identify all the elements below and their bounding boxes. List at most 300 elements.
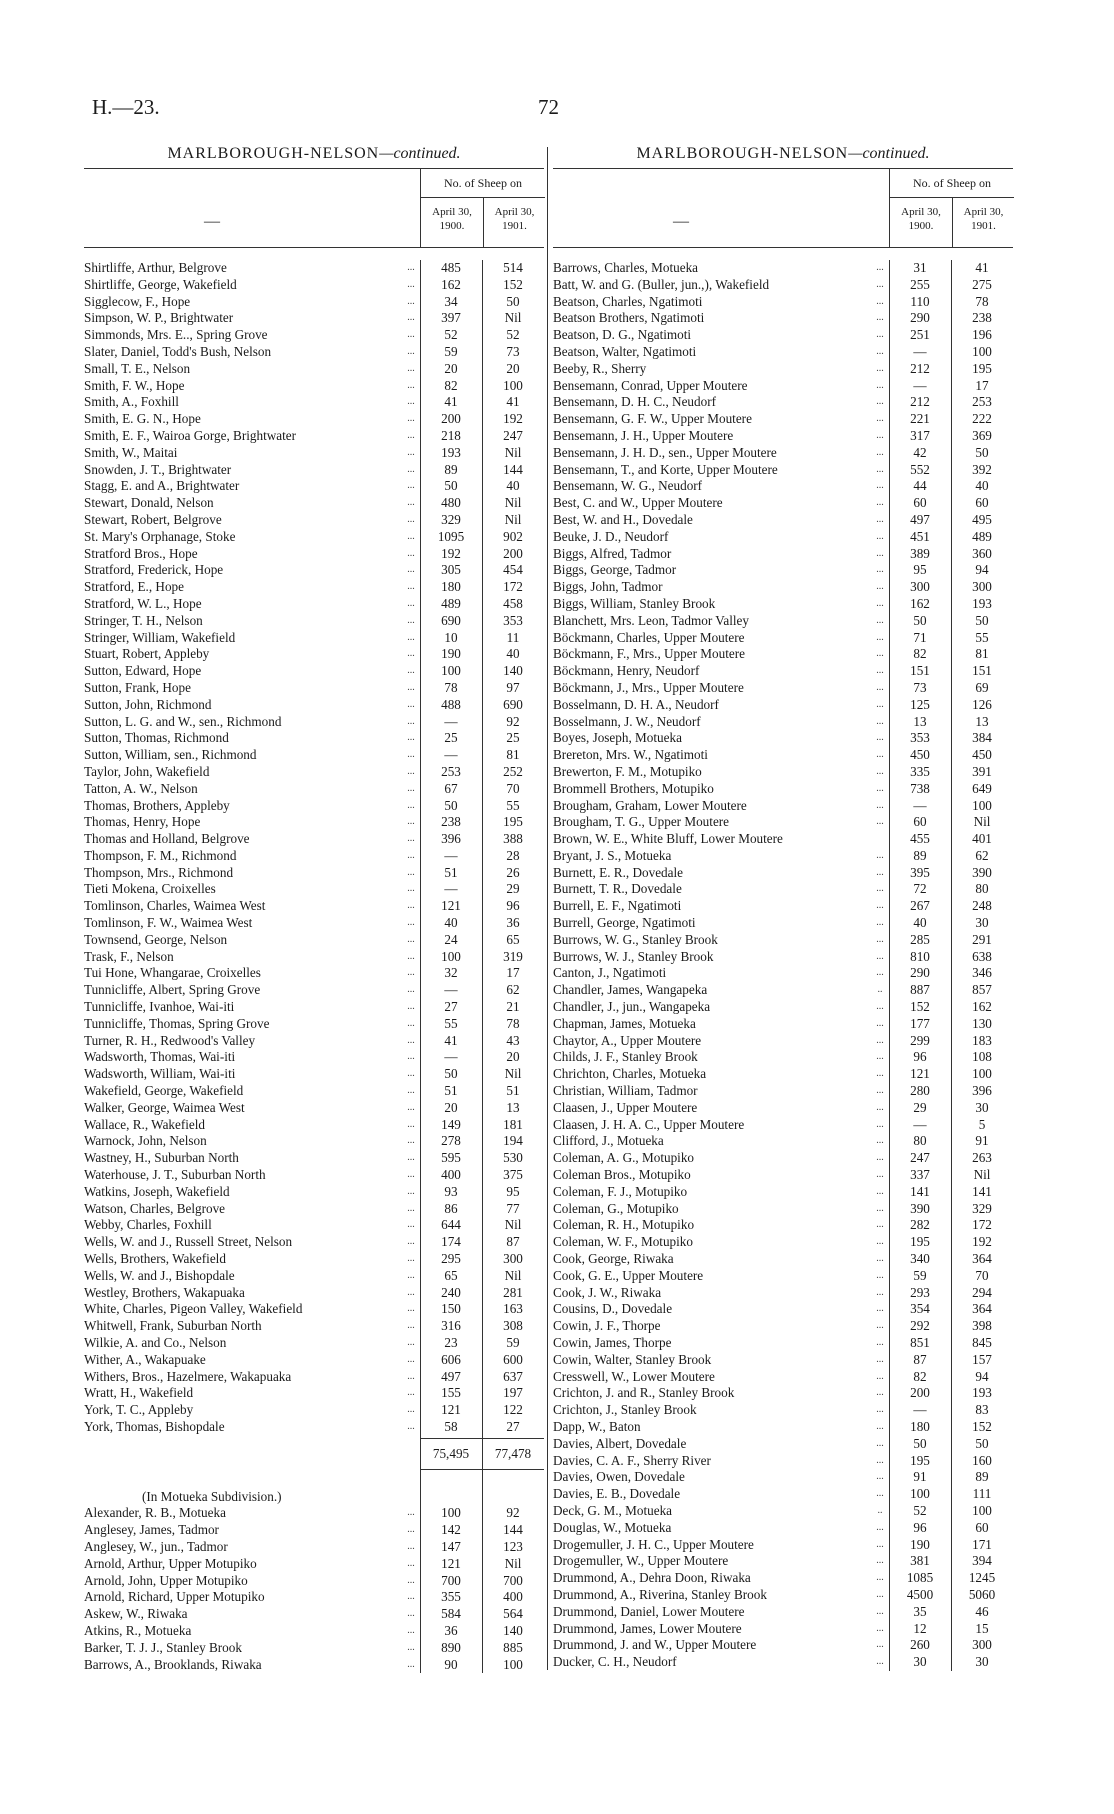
sheep-count-1900: 397 <box>441 310 461 326</box>
sheep-count-1901: 253 <box>972 394 992 410</box>
sheep-count-1901: 649 <box>972 780 992 796</box>
left-column <box>84 140 544 1673</box>
sheep-count-1900: 395 <box>910 864 930 880</box>
table-row <box>553 310 1013 327</box>
sheep-count-1901: 193 <box>972 595 992 611</box>
right-col-1900-header: April 30, 1900. <box>901 206 941 232</box>
table-row <box>553 294 1013 311</box>
leader-dots: ... <box>407 1202 415 1214</box>
sheep-count-1901: 364 <box>972 1251 992 1267</box>
owner-name: Chaytor, A., Upper Moutere <box>553 1032 702 1048</box>
table-row <box>553 512 1013 529</box>
sheep-count-1901: 50 <box>975 1435 989 1451</box>
owner-name: Anglesey, W., jun., Tadmor <box>84 1538 228 1554</box>
sheep-count-1900: 285 <box>910 931 930 947</box>
table-row <box>553 1251 1013 1268</box>
sheep-count-1900: — <box>444 1049 458 1065</box>
owner-name: Turner, R. H., Redwood's Valley <box>84 1032 256 1048</box>
owner-name: Bensemann, D. H. C., Neudorf <box>553 394 716 410</box>
table-row <box>553 596 1013 613</box>
leader-dots: ... <box>876 379 884 391</box>
sheep-count-1901: 172 <box>503 579 523 595</box>
table-row <box>84 1335 544 1352</box>
sheep-count-1901: 83 <box>975 1402 989 1418</box>
sheep-count-1900: 30 <box>913 1654 927 1670</box>
sheep-count-1901: 195 <box>972 360 992 376</box>
table-row <box>553 579 1013 596</box>
table-row <box>84 462 544 479</box>
table-row <box>84 1419 544 1436</box>
leader-dots: ... <box>876 849 884 861</box>
owner-name: Drummond, Daniel, Lower Moutere <box>553 1603 745 1619</box>
owner-name: Christian, William, Tadmor <box>553 1083 698 1099</box>
owner-name: Bensemann, J. H., Upper Moutere <box>553 427 734 443</box>
table-row <box>553 1654 1013 1671</box>
table-row <box>553 1268 1013 1285</box>
sheep-count-1901: 100 <box>972 797 992 813</box>
sheep-count-1901: 530 <box>503 1150 523 1166</box>
table-row <box>84 915 544 932</box>
sheep-count-1900: 50 <box>913 612 927 628</box>
sheep-count-1900: 50 <box>444 797 458 813</box>
sheep-count-1900: 290 <box>910 965 930 981</box>
table-row <box>553 881 1013 898</box>
table-row <box>553 1201 1013 1218</box>
owner-name: Bosselmann, J. W., Neudorf <box>553 713 701 729</box>
owner-name: Thomas and Holland, Belgrove <box>84 831 250 847</box>
table-row <box>84 1184 544 1201</box>
sheep-count-1900: 67 <box>444 780 458 796</box>
sheep-count-1901: Nil <box>504 1066 522 1082</box>
table-row <box>84 663 544 680</box>
total-1901: 77,478 <box>482 1438 544 1470</box>
leader-dots: ... <box>876 1521 884 1533</box>
sheep-count-1901: 275 <box>972 276 992 292</box>
sheep-count-1901: 263 <box>972 1150 992 1166</box>
owner-name: Bensemann, Conrad, Upper Moutere <box>553 377 748 393</box>
sheep-count-1900: 142 <box>441 1522 461 1538</box>
leader-dots: ... <box>876 1656 884 1668</box>
sheep-count-1900: 27 <box>444 999 458 1015</box>
leader-dots: .. <box>877 1504 883 1516</box>
table-row <box>553 1553 1013 1570</box>
leader-dots: ... <box>876 1152 884 1164</box>
table-row <box>553 428 1013 445</box>
sheep-count-1901: 300 <box>972 579 992 595</box>
table-row <box>84 327 544 344</box>
sheep-count-1900: 96 <box>913 1519 927 1535</box>
sheep-count-1901: 140 <box>503 663 523 679</box>
leader-dots: ... <box>407 345 415 357</box>
leader-dots: .. <box>877 984 883 996</box>
owner-name: Burrell, E. F., Ngatimoti <box>553 898 682 914</box>
table-row <box>553 1318 1013 1335</box>
sheep-count-1900: 221 <box>910 411 930 427</box>
owner-name: Coleman, W. F., Motupiko <box>553 1234 693 1250</box>
leader-dots: ... <box>876 362 884 374</box>
sheep-count-1900: 212 <box>910 360 930 376</box>
leader-dots: ... <box>407 849 415 861</box>
owner-name: Brereton, Mrs. W., Ngatimoti <box>553 747 708 763</box>
sheep-count-1901: 281 <box>503 1284 523 1300</box>
table-row <box>553 1453 1013 1470</box>
table-row <box>553 730 1013 747</box>
sheep-count-1901: 81 <box>506 747 520 763</box>
owner-name: Simmonds, Mrs. E.., Spring Grove <box>84 327 268 343</box>
table-row <box>84 714 544 731</box>
table-row <box>84 965 544 982</box>
sheep-count-1900: 260 <box>910 1637 930 1653</box>
leader-dots: ... <box>407 396 415 408</box>
sheep-count-1900: — <box>444 713 458 729</box>
table-row <box>553 495 1013 512</box>
sheep-count-1901: 172 <box>972 1217 992 1233</box>
table-row <box>84 596 544 613</box>
leader-dots: ... <box>407 581 415 593</box>
sheep-count-1900: 12 <box>913 1620 927 1636</box>
sheep-count-1901: 77 <box>506 1200 520 1216</box>
leader-dots: ... <box>876 1555 884 1567</box>
leader-dots: ... <box>876 312 884 324</box>
subdivision-label: (In Motueka Subdivision.) <box>142 1488 282 1504</box>
owner-name: Ducker, C. H., Neudorf <box>553 1654 677 1670</box>
sheep-count-1900: 355 <box>441 1589 461 1605</box>
sheep-count-1901: 192 <box>972 1234 992 1250</box>
sheep-count-1901: 151 <box>972 663 992 679</box>
sheep-count-1900: 72 <box>913 881 927 897</box>
table-row <box>553 562 1013 579</box>
sheep-count-1900: 396 <box>441 831 461 847</box>
leader-dots: ... <box>407 446 415 458</box>
table-row <box>553 1133 1013 1150</box>
leader-dots: ... <box>407 1370 415 1382</box>
leader-dots: ... <box>876 698 884 710</box>
leader-dots: ... <box>876 463 884 475</box>
owner-name: Stratford, W. L., Hope <box>84 595 202 611</box>
leader-dots: ... <box>407 480 415 492</box>
leader-dots: ... <box>407 1101 415 1113</box>
sheep-count-1901: Nil <box>973 1167 991 1183</box>
table-row <box>553 831 1013 848</box>
table-row <box>553 949 1013 966</box>
sheep-count-1900: 121 <box>441 1555 461 1571</box>
leader-dots: ... <box>876 1337 884 1348</box>
sheep-count-1900: 58 <box>444 1418 458 1434</box>
owner-name: Crichton, J., Stanley Brook <box>553 1402 697 1418</box>
sheep-count-1900: — <box>913 797 927 813</box>
table-row <box>84 445 544 462</box>
owner-name: Arnold, Richard, Upper Motupiko <box>84 1589 265 1605</box>
owner-name: Drummond, James, Lower Moutere <box>553 1620 742 1636</box>
leader-dots: ... <box>876 1135 884 1147</box>
sheep-count-1901: 400 <box>503 1589 523 1605</box>
table-row <box>553 798 1013 815</box>
sheep-count-1900: 121 <box>910 1066 930 1082</box>
table-row <box>84 730 544 747</box>
sheep-count-1900: 59 <box>444 343 458 359</box>
owner-name: Dapp, W., Baton <box>553 1418 641 1434</box>
owner-name: Simpson, W. P., Brightwater <box>84 310 234 326</box>
owner-name: Smith, E. F., Wairoa Gorge, Brightwater <box>84 427 297 443</box>
leader-dots: ... <box>876 933 884 945</box>
leader-dots: ... <box>407 463 415 475</box>
sheep-count-1901: 450 <box>972 747 992 763</box>
sheep-count-1900: 24 <box>444 931 458 947</box>
table-row <box>84 697 544 714</box>
leader-dots: ... <box>407 1540 415 1552</box>
sheep-count-1900: 255 <box>910 276 930 292</box>
left-column-header <box>84 168 544 248</box>
leader-dots: ... <box>407 950 415 962</box>
table-row <box>553 277 1013 294</box>
leader-dots: ... <box>407 1591 415 1603</box>
sheep-count-1901: 162 <box>972 999 992 1015</box>
table-row <box>553 546 1013 563</box>
leader-dots: ... <box>876 681 884 693</box>
sheep-count-1900: 78 <box>444 679 458 695</box>
sheep-count-1901: 252 <box>503 763 523 779</box>
owner-name: Watkins, Joseph, Wakefield <box>84 1183 230 1199</box>
leader-dots: ... <box>407 1420 415 1432</box>
owner-name: Stratford, E., Hope <box>84 579 184 595</box>
sheep-count-1900: 141 <box>910 1183 930 1199</box>
sheep-count-1901: 40 <box>506 478 520 494</box>
table-row <box>84 310 544 327</box>
leader-dots: ... <box>407 984 415 996</box>
table-row <box>553 1301 1013 1318</box>
leader-dots: ... <box>876 1605 884 1617</box>
sheep-count-1901: 126 <box>972 696 992 712</box>
sheep-count-1900: — <box>444 847 458 863</box>
sheep-count-1900: 451 <box>910 528 930 544</box>
table-row <box>84 529 544 546</box>
owner-name: Wells, W. and J., Russell Street, Nelson <box>84 1234 293 1250</box>
table-row <box>84 646 544 663</box>
table-row <box>553 613 1013 630</box>
sheep-count-1900: 51 <box>444 864 458 880</box>
leader-dots: ... <box>876 1588 884 1600</box>
table-row <box>84 1556 544 1573</box>
sheep-count-1900: 42 <box>913 444 927 460</box>
table-row <box>553 814 1013 831</box>
sheep-count-1900: 497 <box>441 1368 461 1384</box>
sheep-count-1900: 32 <box>444 965 458 981</box>
sheep-count-1901: 369 <box>972 427 992 443</box>
table-row <box>553 982 1013 999</box>
subdivision-heading <box>84 1489 544 1506</box>
sheep-count-1901: 902 <box>503 528 523 544</box>
owner-name: Waterhouse, J. T., Suburban North <box>84 1167 266 1183</box>
sheep-count-1900: 100 <box>910 1486 930 1502</box>
sheep-count-1900: 354 <box>910 1301 930 1317</box>
right-column-header <box>553 168 1013 248</box>
owner-name: Sutton, Frank, Hope <box>84 679 191 695</box>
sheep-count-1901: 51 <box>506 1083 520 1099</box>
owner-name: Bensemann, J. H. D., sen., Upper Moutere <box>553 444 777 460</box>
sheep-count-1900: 251 <box>910 327 930 343</box>
sheep-count-1901: 92 <box>506 713 520 729</box>
sheep-count-1901: 458 <box>503 595 523 611</box>
owner-name: Childs, J. F., Stanley Brook <box>553 1049 698 1065</box>
leader-dots: ... <box>407 681 415 693</box>
sheep-count-1900: 100 <box>441 1505 461 1521</box>
sheep-count-1900: 162 <box>910 595 930 611</box>
owner-name: Coleman Bros., Motupiko <box>553 1167 691 1183</box>
sheep-count-1901: 65 <box>506 931 520 947</box>
table-row <box>84 1201 544 1218</box>
sheep-count-1900: 91 <box>913 1469 927 1485</box>
sheep-count-1901: 91 <box>975 1133 989 1149</box>
table-row <box>553 848 1013 865</box>
leader-dots: ... <box>407 413 415 425</box>
sheep-count-1901: 62 <box>506 982 520 998</box>
owner-name: Burrell, George, Ngatimoti <box>553 915 696 931</box>
sheep-count-1901: 248 <box>972 898 992 914</box>
sheep-count-1901: Nil <box>973 814 991 830</box>
sheep-count-1900: 89 <box>444 461 458 477</box>
sheep-count-1900: 293 <box>910 1284 930 1300</box>
sheep-count-1901: 40 <box>506 646 520 662</box>
leader-dots: ... <box>876 631 884 643</box>
table-row <box>553 714 1013 731</box>
sheep-count-1900: 93 <box>444 1183 458 1199</box>
owner-name: Beatson, Charles, Ngatimoti <box>553 293 703 309</box>
sheep-count-1900: 335 <box>910 763 930 779</box>
leader-dots: ... <box>407 665 415 677</box>
owner-name: Whitwell, Frank, Suburban North <box>84 1318 262 1334</box>
leader-dots: ... <box>876 1420 884 1432</box>
leader-dots: ... <box>876 1538 884 1550</box>
sheep-count-1901: 308 <box>503 1318 523 1334</box>
sheep-count-1900: 455 <box>910 831 930 847</box>
table-row <box>553 1217 1013 1234</box>
owner-name: Douglas, W., Motueka <box>553 1519 672 1535</box>
table-row <box>84 1234 544 1251</box>
owner-name: Deck, G. M., Motueka <box>553 1502 673 1518</box>
leader-dots: ... <box>407 329 415 341</box>
sheep-count-1900: 51 <box>444 1083 458 1099</box>
sheep-count-1901: 20 <box>506 360 520 376</box>
leader-dots: ... <box>876 950 884 962</box>
sheep-count-1900: 267 <box>910 898 930 914</box>
table-row <box>553 1184 1013 1201</box>
owner-name: Boyes, Joseph, Motueka <box>553 730 682 746</box>
owner-name: Wither, A., Wakapuake <box>84 1351 206 1367</box>
sheep-count-1901: 157 <box>972 1351 992 1367</box>
owner-name: Burnett, E. R., Dovedale <box>553 864 684 880</box>
leader-dots: ... <box>876 1454 884 1466</box>
sheep-count-1901: 5060 <box>968 1586 996 1602</box>
sheep-count-1901: 247 <box>503 427 523 443</box>
owner-name: Smith, A., Foxhill <box>84 394 179 410</box>
leader-dots: ... <box>876 1253 884 1265</box>
left-col-1900-header: April 30, 1900. <box>432 206 472 232</box>
owner-name: Burrows, W. J., Stanley Brook <box>553 948 714 964</box>
leader-dots: ... <box>876 1101 884 1113</box>
leader-dots: ... <box>407 1337 415 1348</box>
sheep-count-1900: 150 <box>441 1301 461 1317</box>
sheep-count-1900: 100 <box>441 948 461 964</box>
sheep-count-1900: 82 <box>913 646 927 662</box>
sheep-count-1901: 454 <box>503 562 523 578</box>
table-row <box>553 1150 1013 1167</box>
table-row <box>84 378 544 395</box>
leader-dots: ... <box>407 1034 415 1046</box>
sheep-count-1901: Nil <box>504 310 522 326</box>
leader-dots: ... <box>407 1253 415 1265</box>
leader-dots: ... <box>407 547 415 559</box>
sheep-count-1900: 316 <box>441 1318 461 1334</box>
leader-dots: ... <box>876 1286 884 1298</box>
leader-dots: ... <box>876 396 884 408</box>
sheep-count-1900: 485 <box>441 260 461 275</box>
table-row <box>553 630 1013 647</box>
owner-name: Tieti Mokena, Croixelles <box>84 881 216 897</box>
sheep-count-1900: 50 <box>444 1066 458 1082</box>
table-row <box>553 1049 1013 1066</box>
sheep-count-1901: 200 <box>503 545 523 561</box>
sheep-count-1900: 489 <box>441 595 461 611</box>
table-row <box>553 1285 1013 1302</box>
owner-name: Stratford Bros., Hope <box>84 545 198 561</box>
table-row <box>84 277 544 294</box>
leader-dots: ... <box>876 1353 884 1365</box>
leader-dots: ... <box>407 530 415 542</box>
table-row <box>84 1217 544 1234</box>
owner-name: Arnold, John, Upper Motupiko <box>84 1572 248 1588</box>
sheep-count-1900: 87 <box>913 1351 927 1367</box>
sheep-count-1901: 346 <box>972 965 992 981</box>
leader-dots: ... <box>407 799 415 811</box>
owner-name: Bosselmann, D. H. A., Neudorf <box>553 696 719 712</box>
owner-name: Small, T. E., Nelson <box>84 360 191 376</box>
sheep-count-1901: Nil <box>504 444 522 460</box>
table-row <box>553 1469 1013 1486</box>
leader-dots: ... <box>407 1557 415 1569</box>
sheep-count-1901: 163 <box>503 1301 523 1317</box>
table-row <box>84 512 544 529</box>
sheep-count-1900: 60 <box>913 814 927 830</box>
owner-name: Biggs, John, Tadmor <box>553 579 663 595</box>
leader-dots: ... <box>876 413 884 425</box>
sheep-count-1900: 52 <box>444 327 458 343</box>
owner-name: Barrows, Charles, Motueka <box>553 260 699 275</box>
leader-dots: ... <box>876 345 884 357</box>
owner-name: Stagg, E. and A., Brightwater <box>84 478 240 494</box>
sheep-count-1901: 30 <box>975 1099 989 1115</box>
leader-dots: ... <box>407 833 415 845</box>
left-sheep-label: No. of Sheep on <box>421 169 545 198</box>
sheep-count-1901: 392 <box>972 461 992 477</box>
sheep-count-1900: 125 <box>910 696 930 712</box>
table-row <box>553 1621 1013 1638</box>
table-row <box>553 1335 1013 1352</box>
sheep-count-1900: 41 <box>444 394 458 410</box>
owner-name: Tunnicliffe, Ivanhoe, Wai-iti <box>84 999 235 1015</box>
leader-dots: ... <box>876 295 884 307</box>
leader-dots: ... <box>407 1641 415 1653</box>
owner-name: Anglesey, James, Tadmor <box>84 1522 219 1538</box>
table-row <box>84 613 544 630</box>
owner-name: Davies, C. A. F., Sherry River <box>553 1452 711 1468</box>
owner-name: Alexander, R. B., Motueka <box>84 1505 226 1521</box>
sheep-count-1901: 384 <box>972 730 992 746</box>
leader-dots: ... <box>407 1303 415 1315</box>
table-row <box>84 1522 544 1539</box>
leader-dots: ... <box>876 1085 884 1097</box>
leader-dots: ... <box>407 278 415 290</box>
sheep-count-1901: 59 <box>506 1335 520 1350</box>
